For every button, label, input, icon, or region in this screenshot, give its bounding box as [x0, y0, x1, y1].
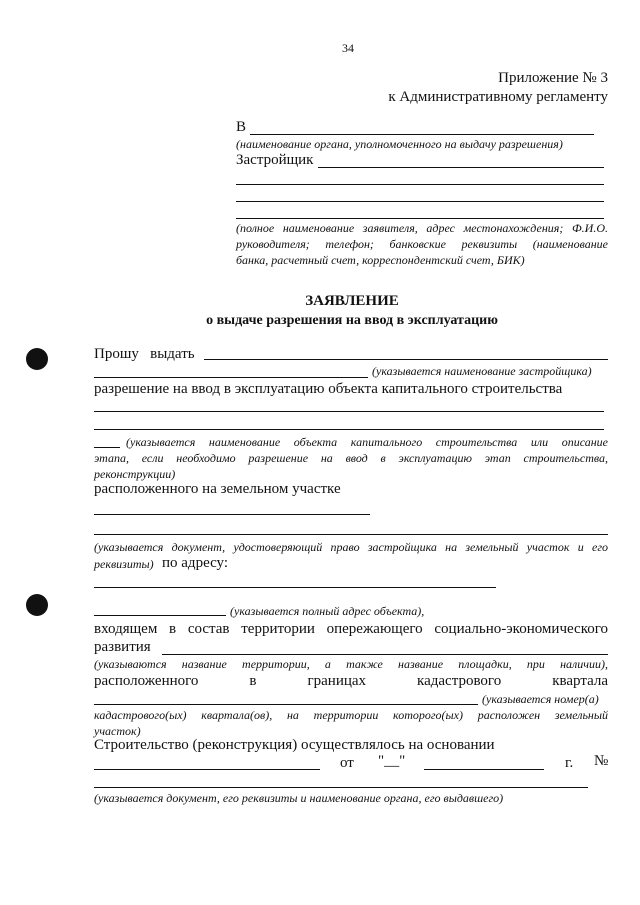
to-prefix: В [236, 119, 247, 135]
object-line-2[interactable] [94, 429, 604, 430]
developer-name-line[interactable] [204, 359, 608, 360]
basis-doc-line[interactable] [94, 769, 320, 770]
plot-line-2[interactable] [94, 534, 608, 535]
document-subtitle: о выдаче разрешения на ввод в эксплуатацию [206, 313, 498, 328]
hint-cadastral-2: кадастрового(ых) квартала(ов), на территории которого(ых) расположен земельный [94, 708, 608, 722]
hint-document-1: (указывается документ, удостоверяющий право застройщика на земельный участок и его [94, 540, 608, 554]
developer-field-line-2[interactable] [236, 184, 604, 185]
address-line-1[interactable] [94, 587, 496, 588]
hint-address: (указывается полный адрес объекта), [230, 604, 425, 618]
regulation-label: к Административному регламенту [388, 89, 608, 105]
developer-field-line-4[interactable] [236, 218, 604, 219]
territory-line-1: входящем в состав территории опережающего социально-экономического [94, 621, 608, 637]
binder-hole-top [26, 348, 48, 370]
hint-cadastral-3: участок) [94, 724, 141, 738]
developer-name-line-2[interactable] [94, 377, 368, 378]
developer-hint-2: руководителя; телефон; банковские реквизиты (наименование [236, 237, 608, 251]
hint-cadastral-num: (указывается номер(а) [482, 692, 599, 706]
developer-hint-1: (полное наименование заявителя, адрес местонахождения; Ф.И.О. [236, 221, 608, 235]
appendix-label: Приложение № 3 [498, 70, 608, 86]
hint-developer-name: (указывается наименование застройщика) [372, 364, 592, 378]
construction-basis: Строительство (реконструкция) осуществлялось на основании [94, 737, 495, 753]
to-hint: (наименование органа, уполномоченного на выдачу разрешения) [236, 137, 563, 151]
object-line-3[interactable] [94, 447, 120, 448]
document-title: ЗАЯВЛЕНИЕ [305, 293, 399, 309]
hint-document-2: реквизиты) [94, 557, 154, 571]
territory-line-2: развития [94, 639, 151, 655]
binder-hole-bottom [26, 594, 48, 616]
permit-text: разрешение на ввод в эксплуатацию объекта капитального строительства [94, 381, 563, 397]
at-address: по адресу: [162, 555, 229, 571]
developer-field-line-1[interactable] [318, 167, 604, 168]
located-plot: расположенного на земельном участке [94, 481, 341, 497]
cadastral-line-1: расположенного в границах кадастрового квартала [94, 673, 608, 689]
hint-territory: (указываются название территории, а также название площадки, при наличии), [94, 657, 608, 671]
year-label: г. [565, 755, 574, 771]
date-quote: "__" [378, 753, 406, 769]
basis-line-2[interactable] [94, 787, 588, 788]
plot-line-1[interactable] [94, 514, 370, 515]
date-line[interactable] [424, 769, 544, 770]
hint-object-1: (указывается наименование объекта капитального строительства или описание [126, 435, 608, 449]
request-label: Прошу выдать [94, 346, 195, 362]
hint-object-3: реконструкции) [94, 467, 176, 481]
developer-hint-3: банка, расчетный счет, корреспондентский счет, БИК) [236, 253, 525, 267]
developer-field-line-3[interactable] [236, 201, 604, 202]
cadastral-field-line[interactable] [94, 704, 478, 705]
to-field-line[interactable] [250, 134, 594, 135]
developer-label: Застройщик [236, 152, 314, 168]
hint-object-2: этапа, если необходимо разрешение на ввод в эксплуатацию этап строительства, [94, 451, 608, 465]
number-label: № [594, 753, 609, 769]
address-line-2[interactable] [94, 615, 226, 616]
page-number: 34 [342, 41, 354, 55]
territory-field-line[interactable] [162, 654, 608, 655]
hint-basis: (указывается документ, его реквизиты и наименование органа, его выдавшего) [94, 791, 504, 805]
object-line-1[interactable] [94, 411, 604, 412]
from-label: от [340, 755, 354, 771]
